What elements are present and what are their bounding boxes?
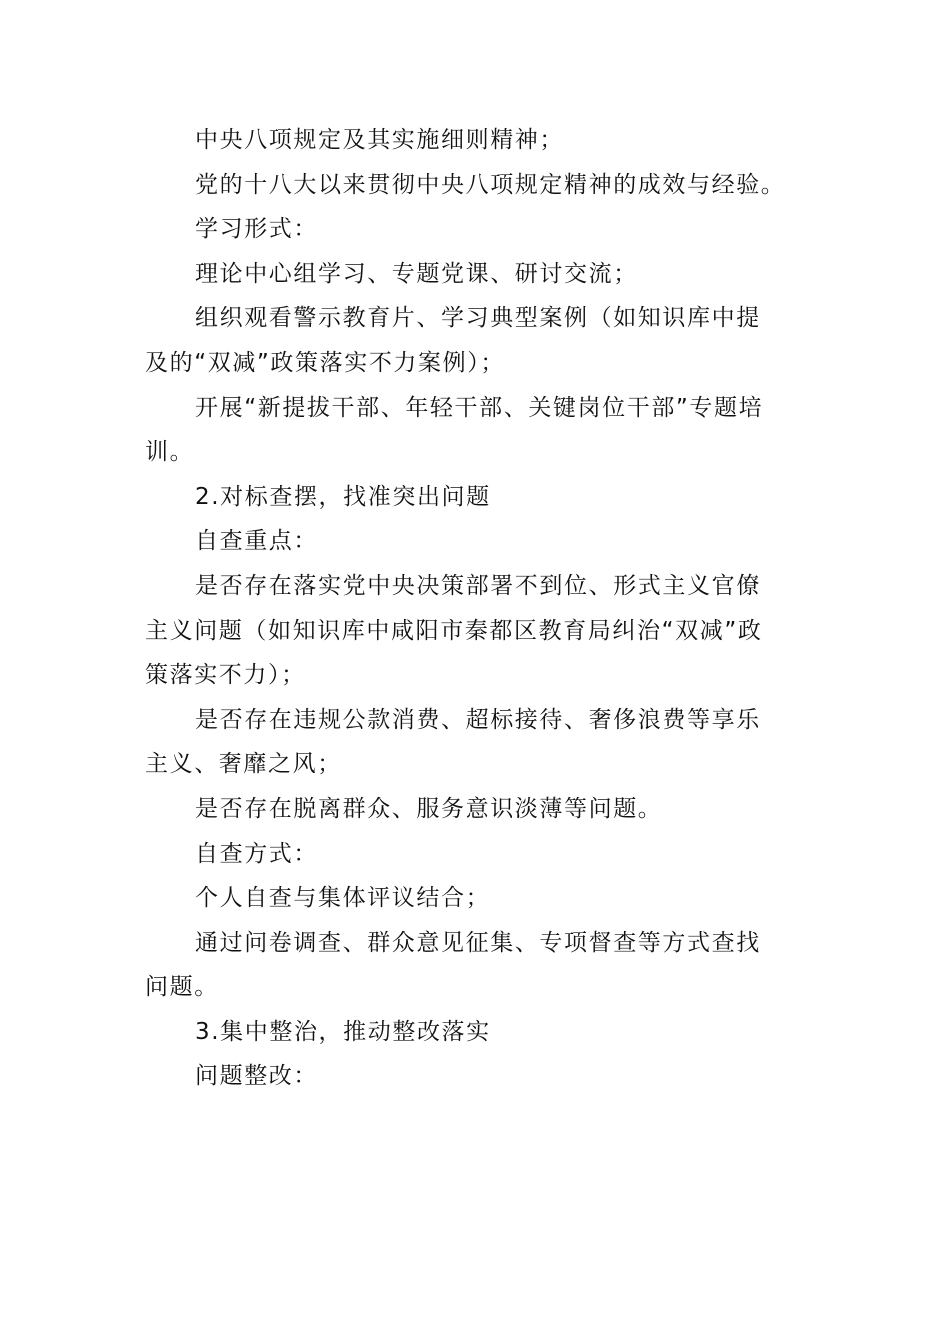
text-line: 问题。 — [145, 974, 219, 1001]
document-page — [145, 118, 807, 1099]
text-line: 组织观看警示教育片、学习典型案例（如知识库中提 — [195, 305, 761, 332]
text-line: 是否存在脱离群众、服务意识淡薄等问题。 — [195, 795, 663, 822]
text-line: 是否存在违规公款消费、超标接待、奢侈浪费等享乐 — [195, 706, 761, 733]
text-line: 学习形式： — [195, 216, 318, 243]
text-line: 2.对标查摆，找准突出问题 — [195, 483, 491, 510]
text-line: 理论中心组学习、专题党课、研讨交流； — [195, 260, 638, 287]
text-line: 通过问卷调查、群众意见征集、专项督查等方式查找 — [195, 929, 761, 956]
text-line: 党的十八大以来贯彻中央八项规定精神的成效与经验。 — [195, 171, 786, 198]
text-line: 训。 — [145, 439, 195, 466]
text-line: 3.集中整治，推动整改落实 — [195, 1018, 491, 1045]
text-line: 主义问题（如知识库中咸阳市秦都区教育局纠治“双减”政 — [145, 617, 763, 644]
text-line: 个人自查与集体评议结合； — [195, 885, 491, 912]
text-line: 自查重点： — [195, 528, 318, 555]
text-line: 问题整改： — [195, 1063, 318, 1090]
text-line: 主义、奢靡之风； — [145, 751, 342, 778]
text-line: 策落实不力）； — [145, 662, 306, 689]
text-line: 开展“新提拔干部、年轻干部、关键岗位干部”专题培 — [195, 394, 764, 421]
text-line: 及的“双减”政策落实不力案例）； — [145, 349, 505, 376]
text-line: 是否存在落实党中央决策部署不到位、形式主义官僚 — [195, 572, 761, 599]
text-line: 中央八项规定及其实施细则精神； — [195, 127, 564, 153]
text-line: 自查方式： — [195, 840, 318, 867]
